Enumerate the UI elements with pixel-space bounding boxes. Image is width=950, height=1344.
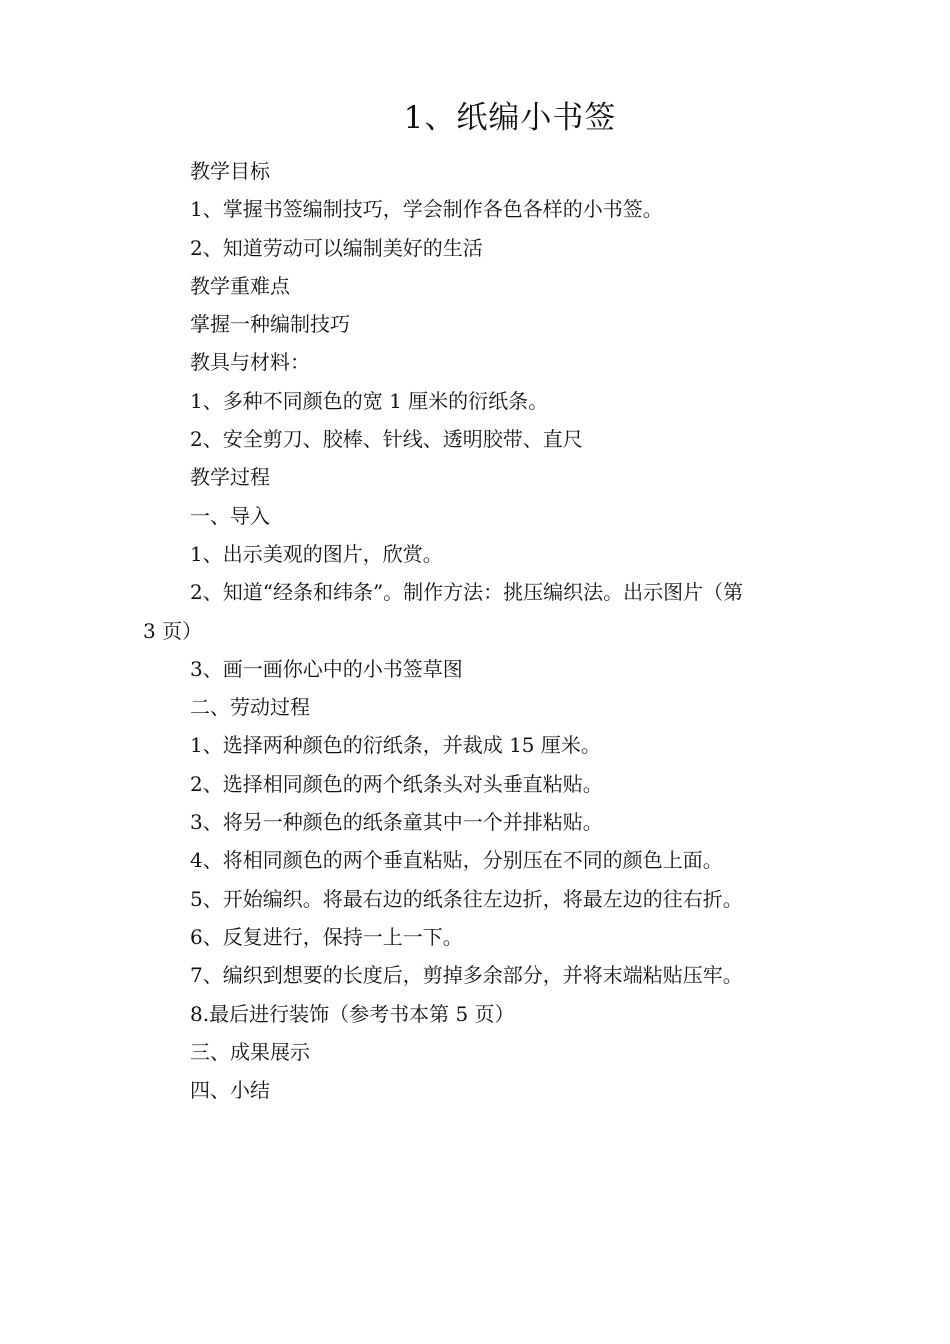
document-body: [143, 152, 823, 1109]
page-title: 1、纸编小书签: [403, 100, 617, 136]
subsection-heading-labor-process: 二、劳动过程: [190, 695, 310, 720]
subsection-heading-results: 三、成果展示: [190, 1039, 310, 1064]
intro-step-1: 1、出示美观的图片，欣赏。: [190, 541, 443, 566]
labor-step-4: 4、将相同颜色的两个垂直粘贴，分别压在不同的颜色上面。: [190, 848, 723, 873]
intro-step-2-continued: 3 页）: [143, 618, 203, 643]
subsection-heading-summary: 四、小结: [190, 1078, 270, 1103]
intro-step-2: 2、知道“经条和纬条”。制作方法：挑压编织法。出示图片（第: [190, 580, 744, 605]
intro-step-3: 3、画一画你心中的小书签草图: [190, 656, 463, 681]
subsection-heading-intro: 一、导入: [190, 503, 270, 528]
labor-step-7: 7、编织到想要的长度后，剪掉多余部分，并将末端粘贴压牢。: [190, 963, 743, 988]
labor-step-8: 8.最后进行装饰（参考书本第 5 页）: [190, 1001, 515, 1026]
key-point-text: 掌握一种编制技巧: [190, 312, 350, 337]
labor-step-6: 6、反复进行，保持一上一下。: [190, 924, 463, 949]
material-item-2: 2、安全剪刀、胶棒、针线、透明胶带、直尺: [190, 427, 583, 452]
section-heading-key-points: 教学重难点: [190, 273, 290, 298]
section-heading-process: 教学过程: [190, 465, 270, 490]
section-heading-materials: 教具与材料：: [190, 350, 310, 375]
labor-step-5: 5、开始编织。将最右边的纸条往左边折，将最左边的往右折。: [190, 886, 743, 911]
goal-item-1: 1、掌握书签编制技巧，学会制作各色各样的小书签。: [190, 197, 663, 222]
labor-step-3: 3、将另一种颜色的纸条童其中一个并排粘贴。: [190, 810, 603, 835]
labor-step-2: 2、选择相同颜色的两个纸条头对头垂直粘贴。: [190, 771, 603, 796]
section-heading-teaching-goals: 教学目标: [190, 159, 270, 183]
labor-step-1: 1、选择两种颜色的衍纸条，并裁成 15 厘米。: [190, 733, 601, 758]
material-item-1: 1、多种不同颜色的宽 1 厘米的衍纸条。: [190, 388, 549, 413]
goal-item-2: 2、知道劳动可以编制美好的生活: [190, 235, 483, 260]
